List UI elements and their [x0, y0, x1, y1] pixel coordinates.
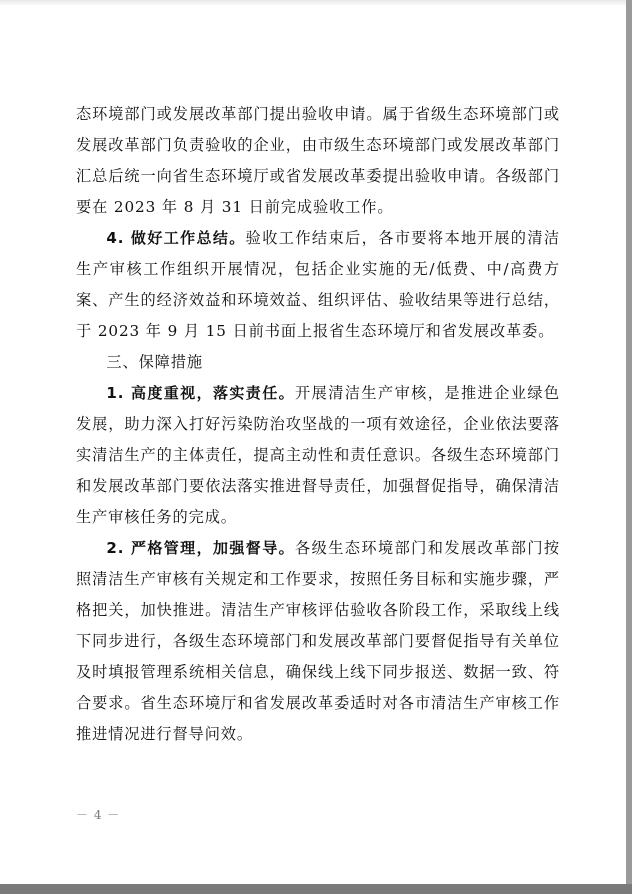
- section-heading: 三、保障措施: [106, 353, 203, 371]
- paragraph-text: 开展清洁生产审核，是推进企业绿色发展，助力深入打好污染防治攻坚战的一项有效途径，企业依法要落实清洁生产的主体责任，提高主动性和责任意识。各级生态环境部门和发展改革部门要依法落实推进督导责任，加强督促指导，确保清洁生产审核任务的完成。: [76, 384, 560, 526]
- paragraph-lead: 1. 高度重视，落实责任。: [106, 384, 296, 402]
- paragraph-work-summary: [76, 223, 560, 347]
- page-number: － 4 －: [76, 808, 121, 822]
- paragraph-responsibility: [76, 378, 560, 533]
- paragraph-text: 态环境部门或发展改革部门提出验收申请。属于省级生态环境部门或发展改革部门负责验收的企业，由市级生态环境部门或发展改革部门汇总后统一向省生态环境厅或省发展改革委提出验收申请。各级部门要在 2023 年 8 月 31 日前完成验收工作。: [76, 105, 560, 216]
- paragraph-lead: 4. 做好工作总结。: [106, 229, 246, 247]
- paragraph-supervision: [76, 533, 560, 750]
- viewer-right-margin: [626, 0, 632, 894]
- viewer-bottom-margin: [0, 884, 632, 894]
- paragraph-continuation: [76, 99, 560, 223]
- paragraph-lead: 2. 严格管理，加强督导。: [106, 539, 296, 557]
- paragraph-text: 验收工作结束后，各市要将本地开展的清洁生产审核工作组织开展情况，包括企业实施的无/低费、中/高费方案、产生的经济效益和环境效益、组织评估、验收结果等进行总结，于 2023 年 9 月 15 日前书面上报省生态环境厅和省发展改革委。: [76, 229, 560, 340]
- document-body: [76, 99, 560, 750]
- scan-edge: [0, 0, 626, 6]
- paragraph-text: 各级生态环境部门和发展改革部门按照清洁生产审核有关规定和工作要求，按照任务目标和实施步骤，严格把关，加快推进。清洁生产审核评估验收各阶段工作，采取线上线下同步进行，各级生态环境部门和发展改革部门要督促指导有关单位及时填报管理系统相关信息，确保线上线下同步报送、数据一致、符合要求。省生态环境厅和省发展改革委适时对各市清洁生产审核工作推进情况进行督导问效。: [76, 539, 560, 743]
